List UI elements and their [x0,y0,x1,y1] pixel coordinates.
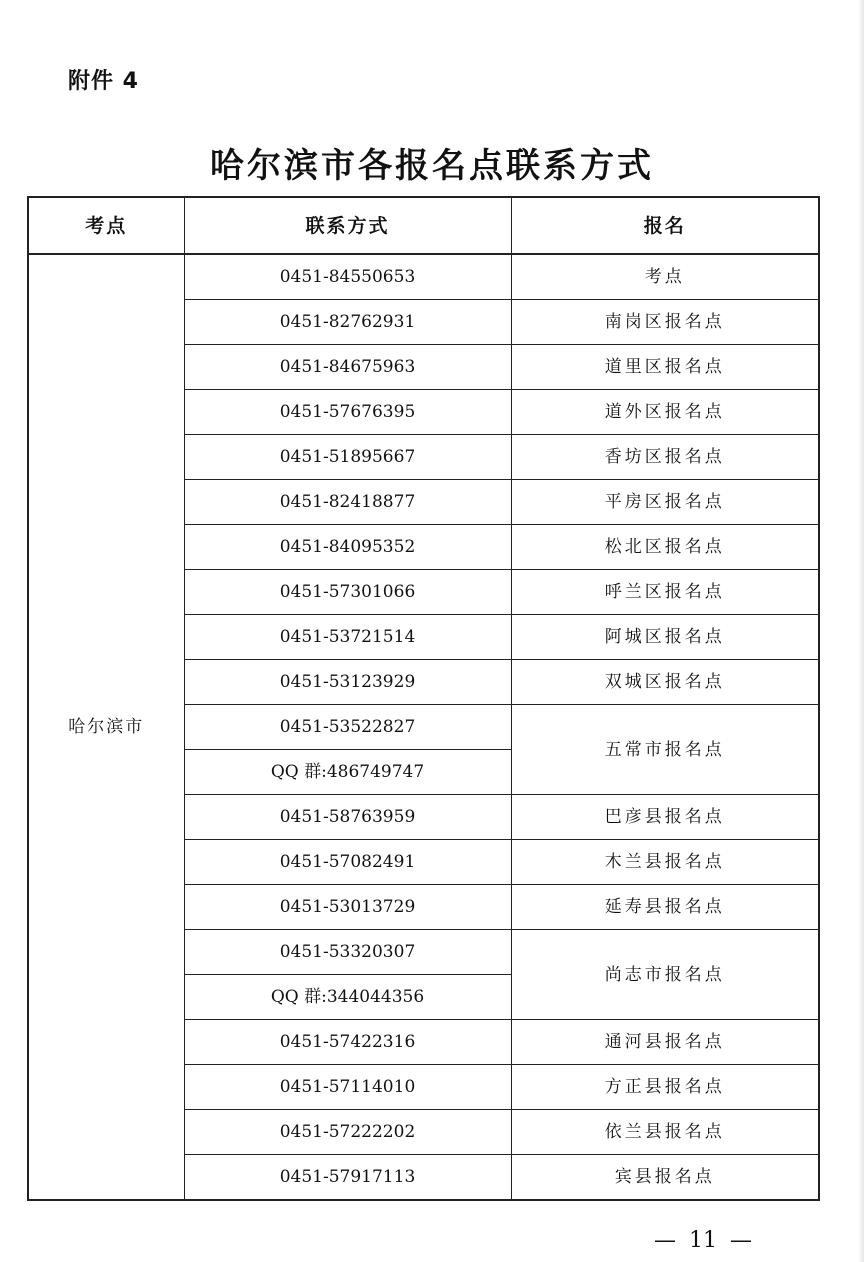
site-cell: 平房区报名点 [511,480,819,525]
site-cell: 香坊区报名点 [511,435,819,480]
site-cell: 考点 [511,254,819,300]
site-cell: 道外区报名点 [511,390,819,435]
header-contact: 联系方式 [184,197,511,254]
contact-cell: 0451-53013729 [184,885,511,930]
contact-cell: 0451-57676395 [184,390,511,435]
contact-cell: 0451-57301066 [184,570,511,615]
contact-cell: 0451-51895667 [184,435,511,480]
site-cell: 松北区报名点 [511,525,819,570]
contacts-table [27,196,820,1201]
contact-cell: 0451-57422316 [184,1020,511,1065]
site-cell: 延寿县报名点 [511,885,819,930]
header-exam-site: 考点 [28,197,184,254]
contact-cell: 0451-57082491 [184,840,511,885]
contact-cell: 0451-57114010 [184,1065,511,1110]
contact-cell: 0451-53522827 [184,705,511,750]
contact-cell: 0451-57917113 [184,1155,511,1201]
contact-cell: QQ 群:344044356 [184,975,511,1020]
document-title: 哈尔滨市各报名点联系方式 [210,146,654,186]
city-cell: 哈尔滨市 [28,254,184,1200]
contact-cell: 0451-84095352 [184,525,511,570]
contact-cell: 0451-57222202 [184,1110,511,1155]
site-cell: 方正县报名点 [511,1065,819,1110]
site-cell: 通河县报名点 [511,1020,819,1065]
page-number-dash-right: — [730,1228,752,1253]
site-cell: 依兰县报名点 [511,1110,819,1155]
site-cell: 阿城区报名点 [511,615,819,660]
contact-cell: 0451-82418877 [184,480,511,525]
page-edge-shadow [858,0,864,1262]
site-cell: 呼兰区报名点 [511,570,819,615]
site-cell: 双城区报名点 [511,660,819,705]
site-cell: 木兰县报名点 [511,840,819,885]
table-header-row [28,197,819,254]
page-number-dash-left: — [654,1228,676,1253]
contact-cell: 0451-84675963 [184,345,511,390]
site-cell: 尚志市报名点 [511,930,819,1020]
attachment-label: 附件 4 [68,69,139,94]
contact-cell: 0451-82762931 [184,300,511,345]
contact-cell: 0451-53721514 [184,615,511,660]
header-registration: 报名 [511,197,819,254]
table-row [28,254,819,300]
site-cell: 宾县报名点 [511,1155,819,1201]
contact-cell: 0451-58763959 [184,795,511,840]
contact-cell: 0451-84550653 [184,254,511,300]
contact-cell: 0451-53320307 [184,930,511,975]
contact-cell: 0451-53123929 [184,660,511,705]
contact-cell: QQ 群:486749747 [184,750,511,795]
site-cell: 五常市报名点 [511,705,819,795]
page-number [0,1228,864,1253]
site-cell: 南岗区报名点 [511,300,819,345]
site-cell: 巴彦县报名点 [511,795,819,840]
page-number-value: 11 [689,1228,717,1253]
site-cell: 道里区报名点 [511,345,819,390]
